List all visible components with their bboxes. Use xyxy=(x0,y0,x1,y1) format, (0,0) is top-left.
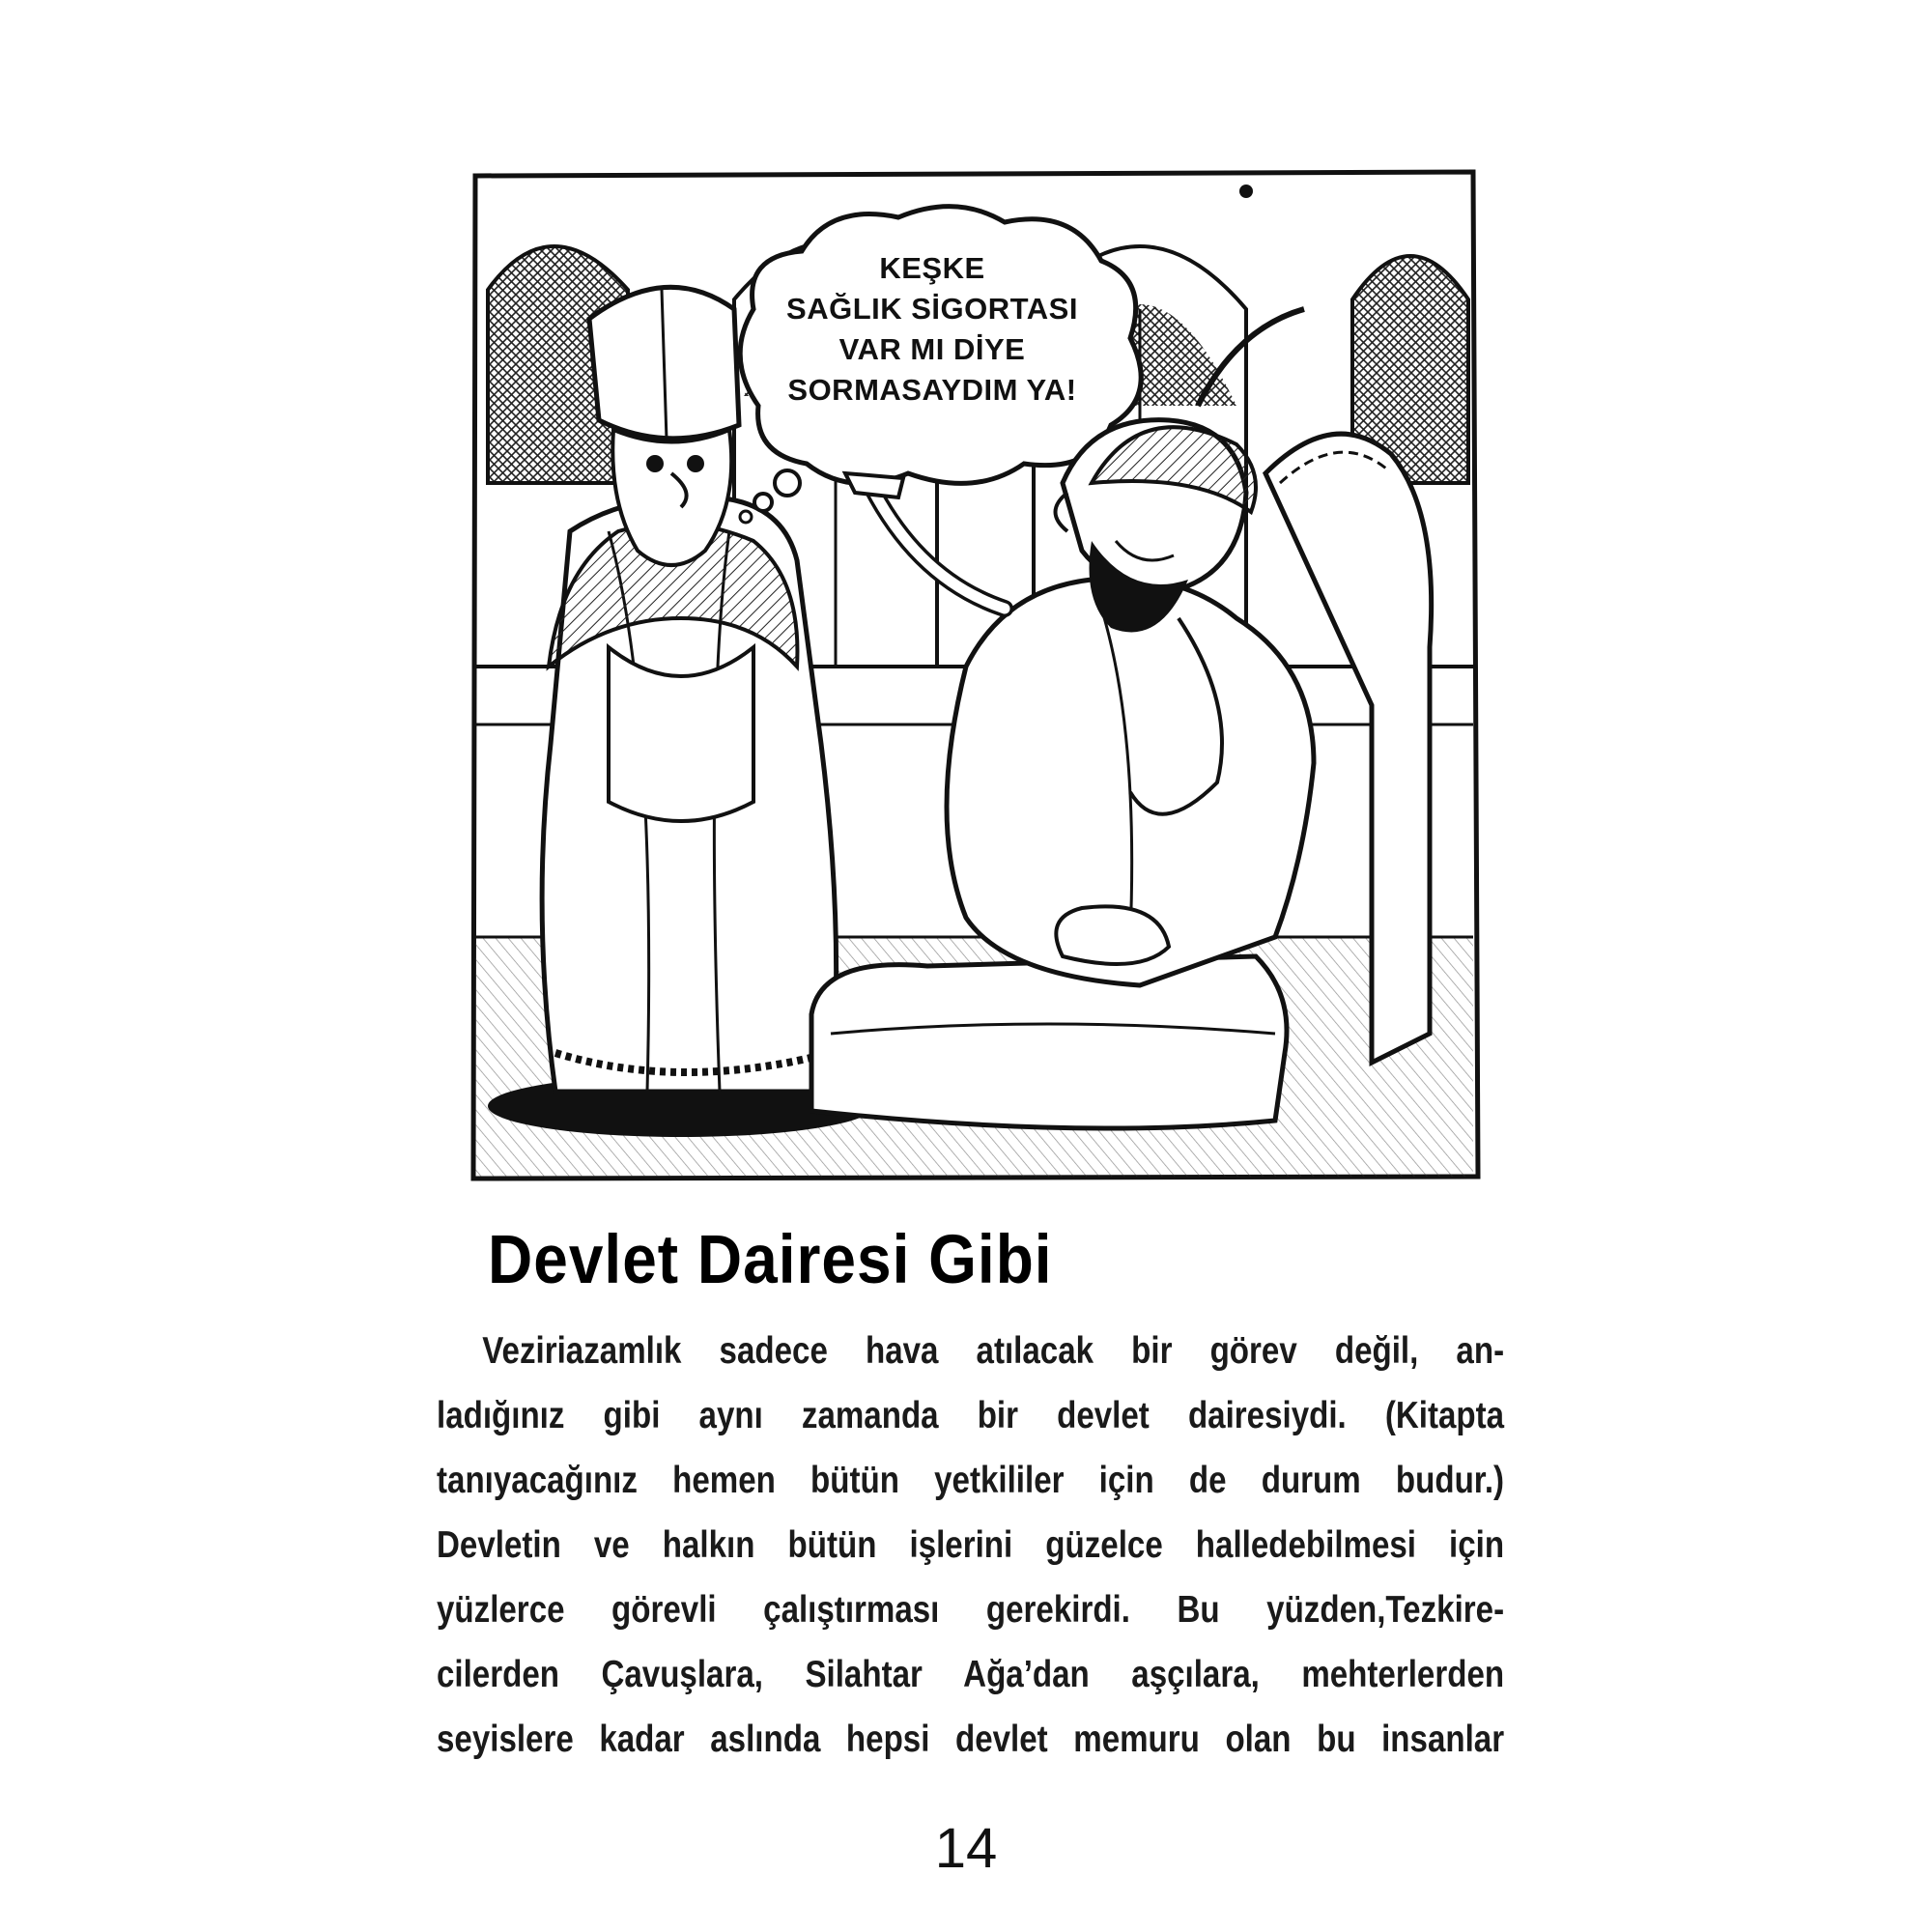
section-title: Devlet Dairesi Gibi xyxy=(488,1220,1053,1298)
cartoon-illustration xyxy=(464,164,1488,1188)
body-line-4: Devletin ve halkın bütün işlerini güzelce halledebilmesi için xyxy=(437,1524,1505,1566)
ink-spot xyxy=(1239,185,1253,198)
bubble-line-2: SAĞLIK SİGORTASI xyxy=(786,292,1078,326)
bubble-line-4: SORMASAYDIM YA! xyxy=(787,373,1077,407)
page-number: 14 xyxy=(934,1817,998,1880)
body-line-1: Veziriazamlık sadece hava atılacak bir görev değil, an- xyxy=(482,1330,1505,1372)
body-line-3: tanıyacağınız hemen bütün yetkililer için de durum budur.) xyxy=(437,1460,1505,1501)
body-line-2: ladığınız gibi aynı zamanda bir devlet dairesiydi. (Kitapta xyxy=(437,1395,1505,1436)
bubble-line-1: KEŞKE xyxy=(879,251,985,285)
body-line-7: seyislere kadar aslında hepsi devlet memuru olan bu insanlar xyxy=(437,1719,1505,1760)
bubble-line-3: VAR MI DİYE xyxy=(838,332,1026,366)
body-paragraph xyxy=(437,1319,1504,1772)
body-line-5: yüzlerce görevli çalıştırması gerekirdi. Bu yüzden,Tezkire- xyxy=(437,1589,1505,1631)
body-line-6: cilerden Çavuşlara, Silahtar Ağa’dan aşçılara, mehterlerden xyxy=(437,1654,1505,1695)
